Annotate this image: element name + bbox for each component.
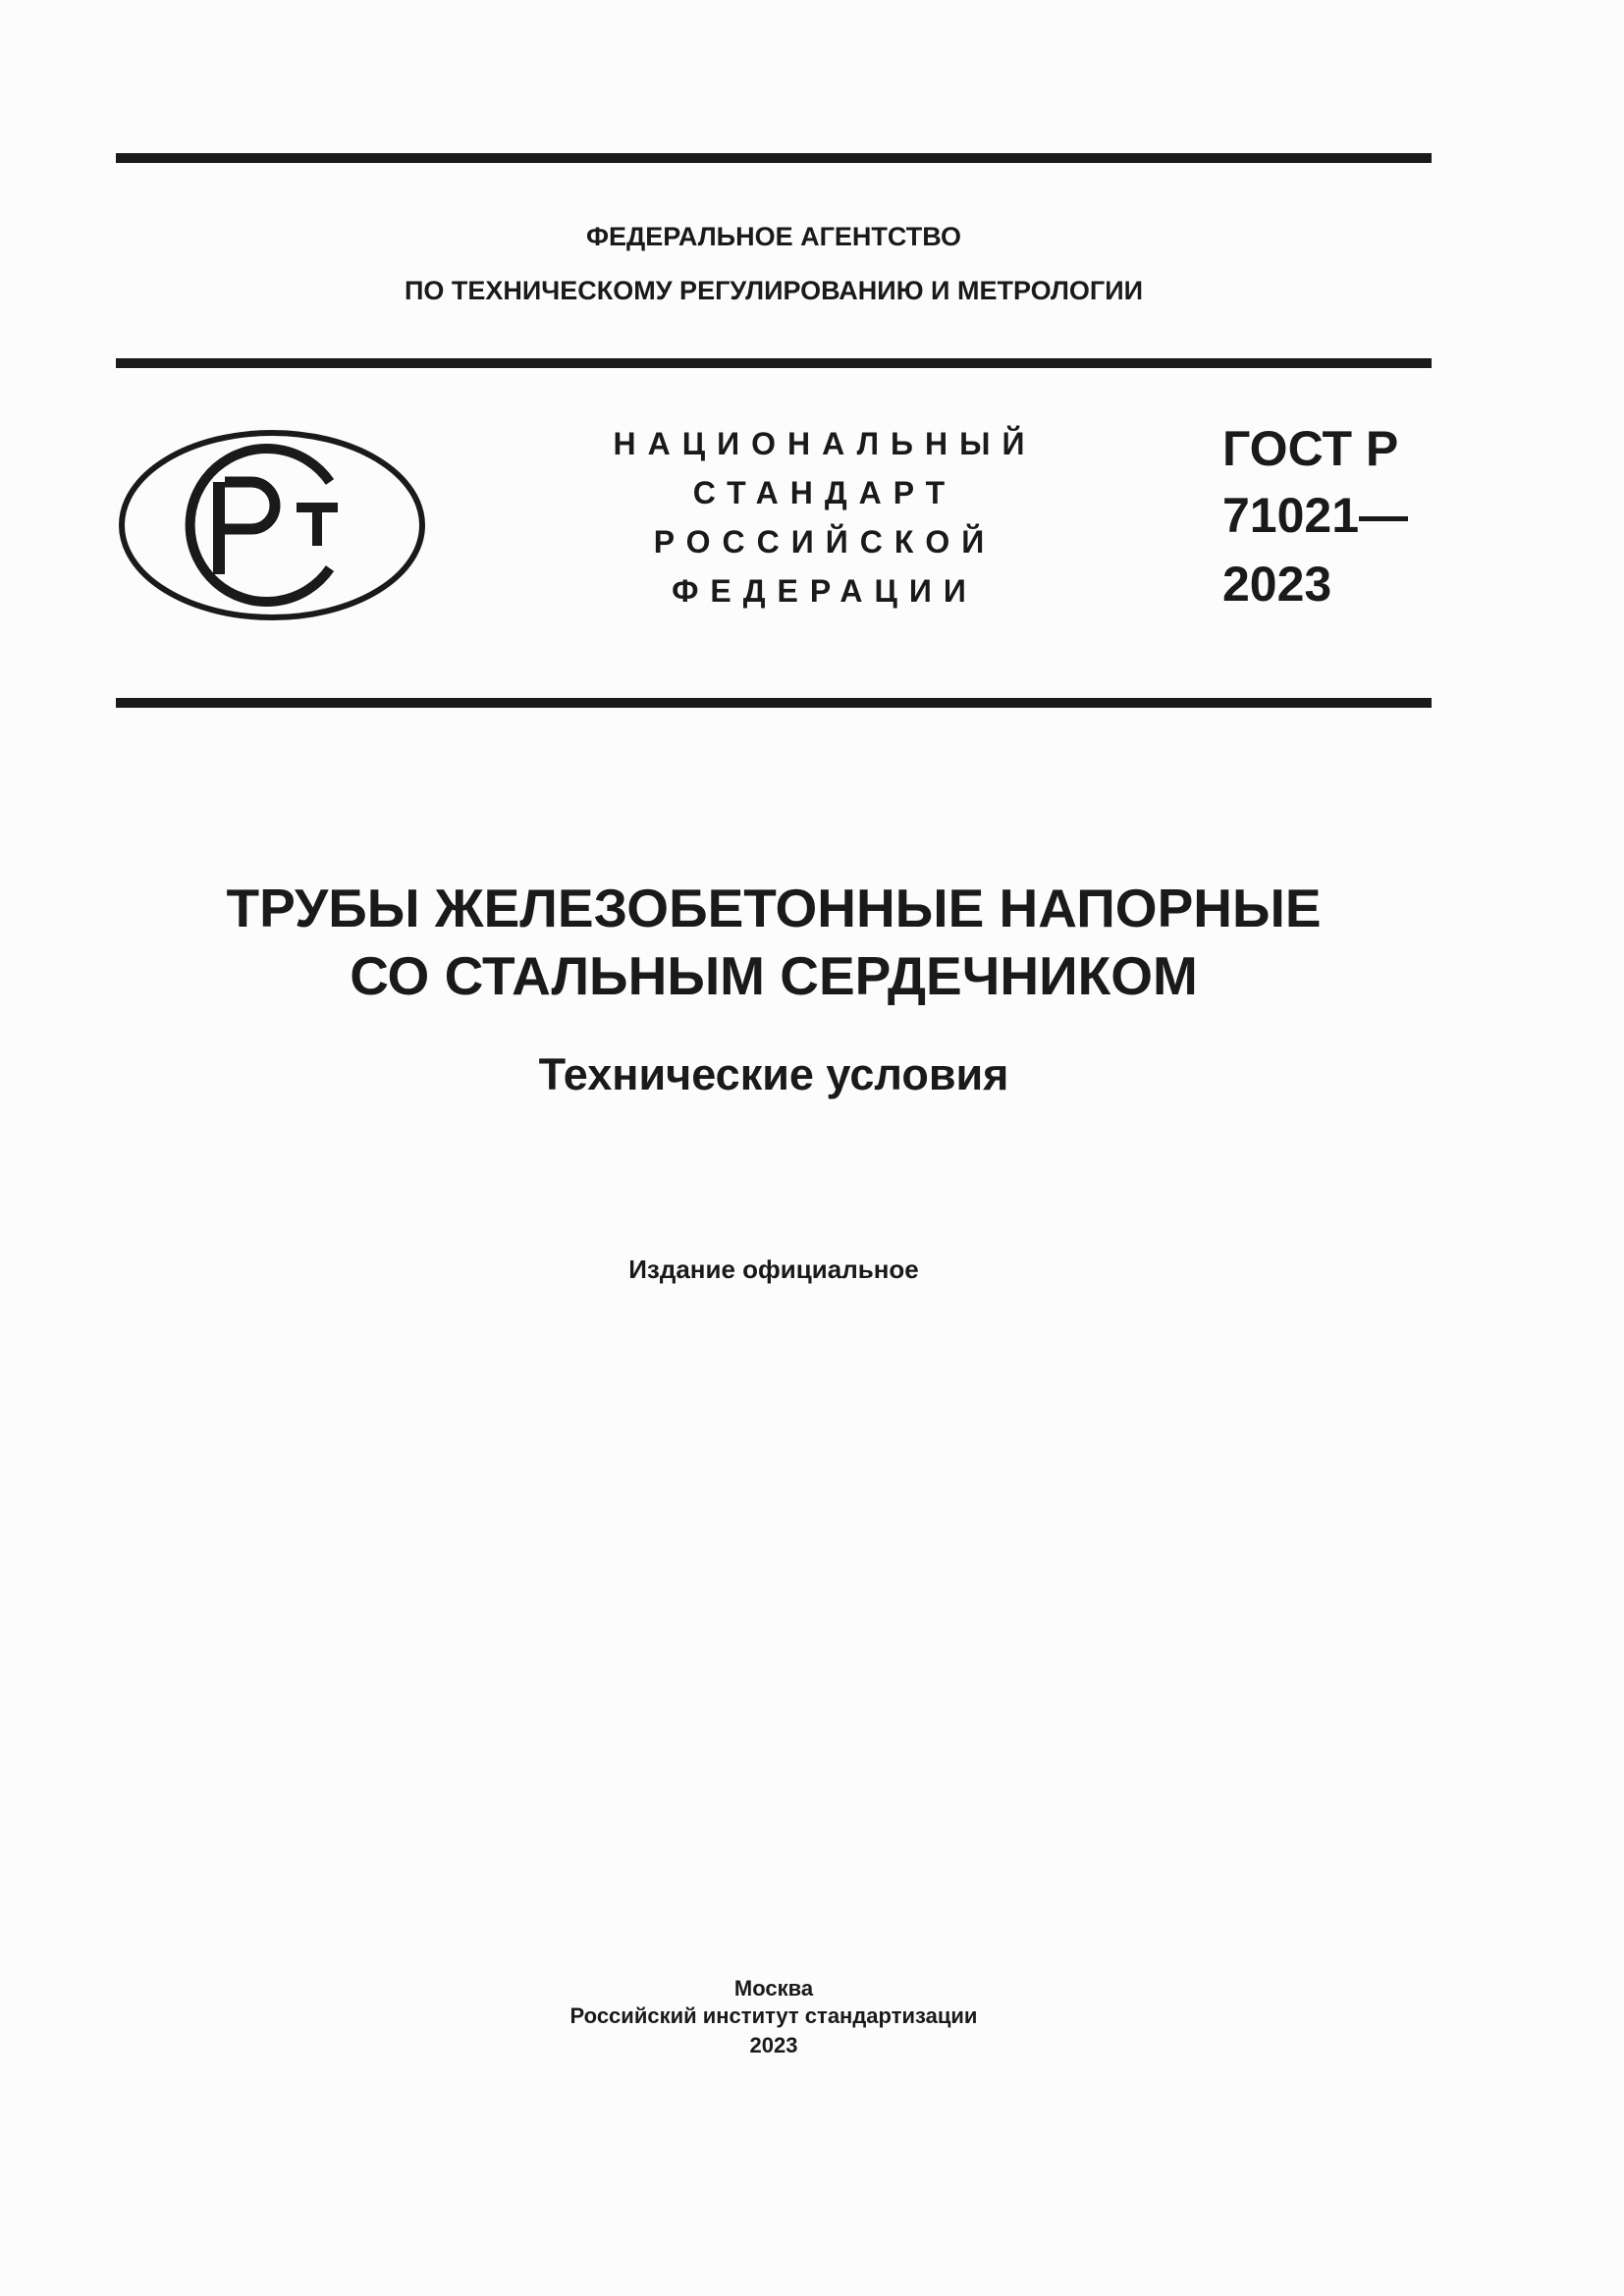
national-standard-line2: СТАНДАРТ: [692, 475, 957, 510]
standard-designation-line2: 71021—: [1222, 488, 1409, 543]
header-rule: [116, 358, 1432, 368]
standard-designation-line1: ГОСТ Р: [1222, 421, 1399, 476]
document-title-line2: СО СТАЛЬНЫМ СЕРДЕЧНИКОМ: [350, 945, 1198, 1006]
document-title-line1: ТРУБЫ ЖЕЛЕЗОБЕТОННЫЕ НАПОРНЫЕ: [226, 878, 1322, 938]
top-rule: [116, 153, 1432, 163]
edition-label: Издание официальное: [628, 1255, 919, 1284]
imprint-year: 2023: [749, 2033, 798, 2057]
imprint-city: Москва: [733, 1976, 814, 2001]
rst-certification-mark-icon: [116, 427, 428, 623]
imprint-publisher: Российский институт стандартизации: [569, 2003, 978, 2028]
agency-name-line2: ПО ТЕХНИЧЕСКОМУ РЕГУЛИРОВАНИЮ И МЕТРОЛОГИИ: [404, 276, 1144, 305]
national-standard-line3: РОССИЙСКОЙ: [653, 524, 997, 560]
document-subtitle: Технические условия: [538, 1049, 1009, 1099]
national-standard-line1: НАЦИОНАЛЬНЫЙ: [613, 426, 1037, 461]
standard-designation-line3: 2023: [1222, 557, 1332, 612]
national-standard-line4: ФЕДЕРАЦИИ: [672, 573, 978, 609]
standard-block-rule: [116, 698, 1432, 708]
agency-name-line1: ФЕДЕРАЛЬНОЕ АГЕНТСТВО: [585, 222, 962, 251]
